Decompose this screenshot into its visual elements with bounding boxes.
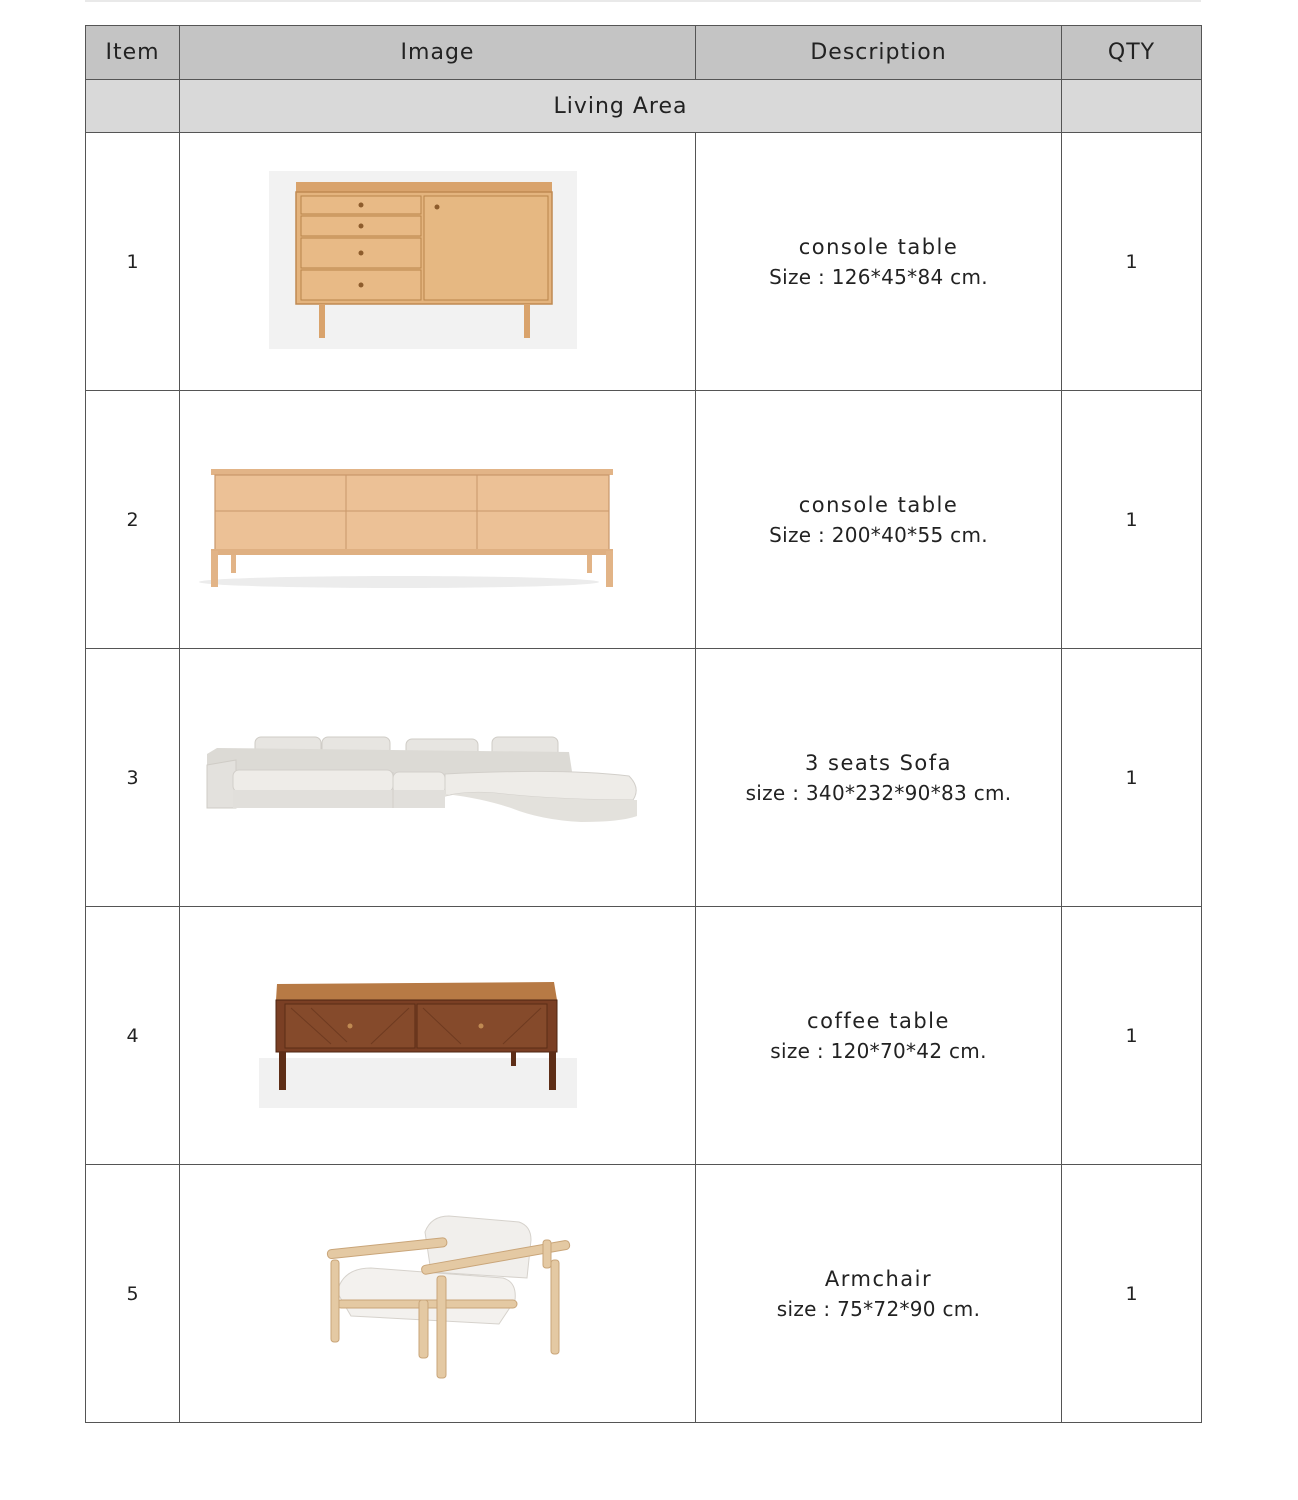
image-cell bbox=[180, 391, 696, 649]
walnut-coffee-table-image bbox=[181, 908, 695, 1164]
oak-low-console-image bbox=[181, 392, 695, 648]
item-number: 4 bbox=[86, 907, 180, 1165]
description-cell bbox=[696, 391, 1062, 649]
description-cell bbox=[696, 133, 1062, 391]
item-name: Armchair bbox=[824, 1266, 933, 1291]
wood-frame-armchair-image bbox=[181, 1166, 695, 1422]
item-size: Size : 200*40*55 cm. bbox=[769, 522, 988, 547]
item-number: 5 bbox=[86, 1165, 180, 1423]
item-number: 1 bbox=[86, 133, 180, 391]
item-qty: 1 bbox=[1062, 133, 1202, 391]
table-row bbox=[86, 391, 1202, 649]
header-item: Item bbox=[86, 26, 180, 80]
item-size: Size : 126*45*84 cm. bbox=[769, 264, 988, 289]
furniture-schedule-table bbox=[85, 25, 1202, 1423]
description-cell bbox=[696, 1165, 1062, 1423]
item-qty: 1 bbox=[1062, 391, 1202, 649]
table-row bbox=[86, 1165, 1202, 1423]
header-qty: QTY bbox=[1062, 26, 1202, 80]
description-cell bbox=[696, 907, 1062, 1165]
item-size: size : 340*232*90*83 cm. bbox=[745, 780, 1012, 805]
image-cell bbox=[180, 133, 696, 391]
description-cell bbox=[696, 649, 1062, 907]
item-name: coffee table bbox=[807, 1008, 950, 1033]
item-name: 3 seats Sofa bbox=[804, 750, 953, 775]
section-item-cell bbox=[86, 80, 180, 133]
item-qty: 1 bbox=[1062, 649, 1202, 907]
table-row bbox=[86, 907, 1202, 1165]
item-qty: 1 bbox=[1062, 907, 1202, 1165]
item-name: console table bbox=[798, 234, 959, 259]
section-row bbox=[86, 80, 1202, 133]
oak-sideboard-image bbox=[181, 134, 695, 390]
item-number: 2 bbox=[86, 391, 180, 649]
image-cell bbox=[180, 907, 696, 1165]
top-rule bbox=[85, 0, 1201, 2]
header-image: Image bbox=[180, 26, 696, 80]
white-curved-sofa-image bbox=[181, 650, 695, 906]
item-name: console table bbox=[798, 492, 959, 517]
image-cell bbox=[180, 1165, 696, 1423]
table-row bbox=[86, 133, 1202, 391]
item-number: 3 bbox=[86, 649, 180, 907]
section-title: Living Area bbox=[180, 80, 1062, 133]
item-size: size : 75*72*90 cm. bbox=[776, 1296, 981, 1321]
section-qty-cell bbox=[1062, 80, 1202, 133]
header-row bbox=[86, 26, 1202, 80]
header-description: Description bbox=[696, 26, 1062, 80]
item-size: size : 120*70*42 cm. bbox=[770, 1038, 987, 1063]
image-cell bbox=[180, 649, 696, 907]
item-qty: 1 bbox=[1062, 1165, 1202, 1423]
table-row bbox=[86, 649, 1202, 907]
